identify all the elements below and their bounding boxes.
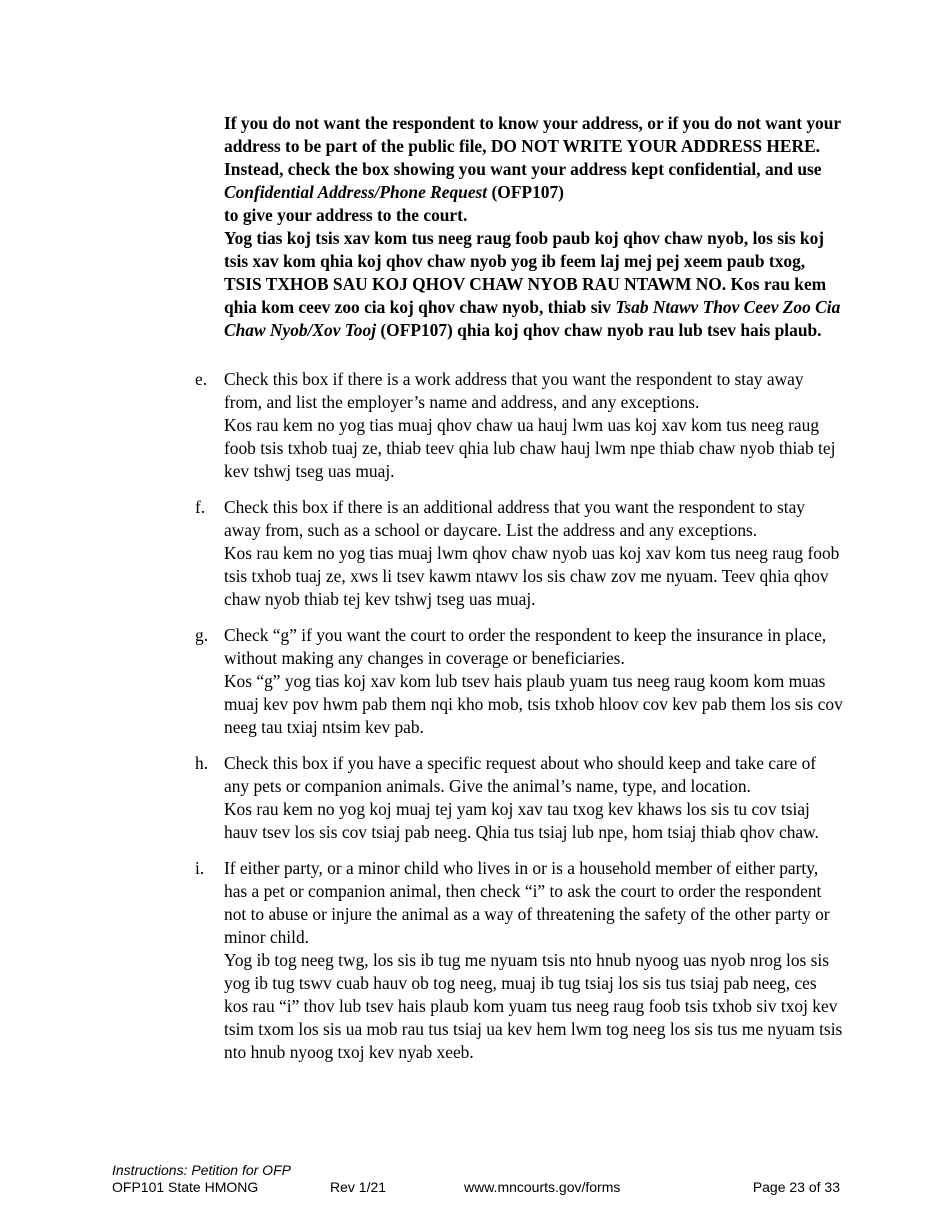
footer-form-id: OFP101 State HMONG <box>112 1179 259 1195</box>
form-name-hmong: Tsab Ntawv Thov Ceev Zoo Cia Chaw Nyob/Xov Tooj <box>224 297 841 340</box>
page-content <box>195 112 845 1064</box>
notice-hmong: Yog tias koj tsis xav kom tus neeg raug foob paub koj qhov chaw nyob, los sis koj tsis xav kom qhia koj qhov chaw nyob yog ib feem laj mej pej xeem paub txog, TSIS TXHOB SAU KOJ QHOV CHAW NYOB RAU NTAWM NO. Kos rau kem qhia kom ceev zoo cia koj qhov chaw nyob, thiab siv Tsab Ntawv Thov Ceev Zoo Cia Chaw Nyob/Xov Tooj (OFP107) qhia koj qhov chaw nyob rau lub tsev hais plaub. <box>224 228 841 340</box>
confidential-address-notice <box>224 112 845 342</box>
list-item-f <box>195 496 845 611</box>
notice-english: If you do not want the respondent to know your address, or if you do not want your address to be part of the public file, DO NOT WRITE YOUR ADDRESS HERE. Instead, check the box showing you want your address kept confidential, and use Confidential Address/Phone Request (OFP107) to give your address to the court. <box>224 113 841 225</box>
item-text-english: Check “g” if you want the court to order the respondent to keep the insurance in place, without making any changes in coverage or beneficiaries. <box>224 625 827 668</box>
item-letter: i. <box>195 858 205 878</box>
list-item-e <box>195 368 845 483</box>
item-text-hmong: Kos rau kem no yog tias muaj lwm qhov chaw nyob uas koj xav kom tus neeg raug foob tsis txhob tuaj ze, xws li tsev kawm ntawv los sis chaw zov me nyuam. Teev qhia qhov chaw nyob thiab tej kev tshwj tseg uas muaj. <box>224 543 840 609</box>
item-letter: g. <box>195 625 209 645</box>
item-letter: f. <box>195 497 206 517</box>
list-item-g <box>195 624 845 739</box>
item-text-hmong: Kos “g” yog tias koj xav kom lub tsev hais plaub yuam tus neeg raug koom kom muas muaj kev pov hwm pab them nqi kho mob, tsis txhob hloov cov kev pab them los sis cov neeg tau txiaj ntsim kev pab. <box>224 671 843 737</box>
footer-revision: Rev 1/21 <box>330 1179 387 1195</box>
item-text-hmong: Kos rau kem no yog tias muaj qhov chaw ua hauj lwm uas koj xav kom tus neeg raug foob tsis txhob tuaj ze, thiab teev qhia lub chaw hauj lwm npe thiab chaw nyob thiab tej kev tshwj tseg uas muaj. <box>224 415 836 481</box>
item-text-hmong: Kos rau kem no yog koj muaj tej yam koj xav tau txog kev khaws los sis tu cov tsiaj hauv tsev los sis cov tsiaj pab neeg. Qhia tus tsiaj lub npe, hom tsiaj thiab qhov chaw. <box>224 799 819 842</box>
list-item-h <box>195 752 845 844</box>
footer-title: Instructions: Petition for OFP <box>112 1162 291 1178</box>
item-letter: h. <box>195 753 209 773</box>
page-footer <box>112 1162 840 1196</box>
list-item-i <box>195 857 845 1064</box>
item-text-english: Check this box if there is an additional address that you want the respondent to stay away from, such as a school or daycare. List the address and any exceptions. <box>224 497 806 540</box>
item-text-english: Check this box if there is a work address that you want the respondent to stay away from, and list the employer’s name and address, and any exceptions. <box>224 369 804 412</box>
item-text-english: If either party, or a minor child who lives in or is a household member of either party, has a pet or companion animal, then check “i” to ask the court to order the respondent not to abuse or injure the animal as a way of threatening the safety of the other party or minor child. <box>224 858 830 947</box>
item-letter: e. <box>195 369 208 389</box>
footer-page-number: Page 23 of 33 <box>752 1179 840 1195</box>
item-text-hmong: Yog ib tog neeg twg, los sis ib tug me nyuam tsis nto hnub nyoog uas nyob nrog los sis yog ib tug tswv cuab hauv ob tog neeg, muaj ib tug tsiaj los sis tus tsiaj pab neeg, ces kos rau “i” thov lub tsev hais plaub kom yuam tus neeg raug foob tsis txhob siv txoj kev tsim txom los sis ua mob rau tus tsiaj ua kev hem lwm tog neeg los sis tus me nyuam tsis nto hnub nyoog txoj kev nyab xeeb. <box>224 950 843 1062</box>
footer-url: www.mncourts.gov/forms <box>464 1179 621 1195</box>
form-name-english: Confidential Address/Phone Request <box>224 182 488 202</box>
item-text-english: Check this box if you have a specific request about who should keep and take care of any pets or companion animals. Give the animal’s name, type, and location. <box>224 753 817 796</box>
